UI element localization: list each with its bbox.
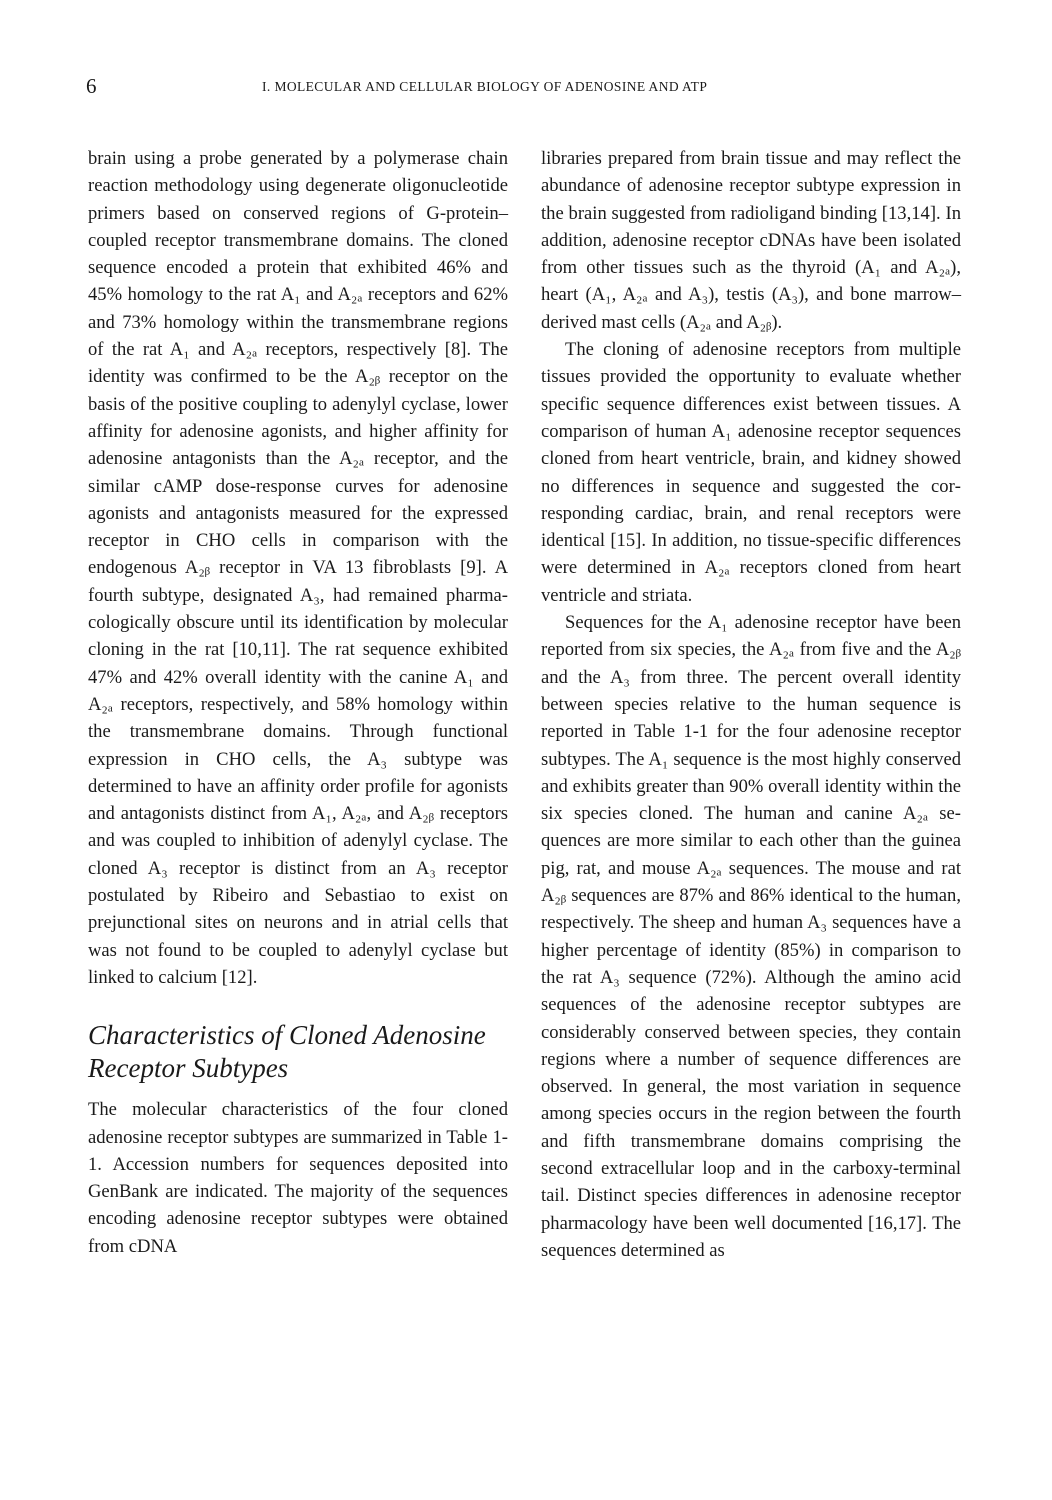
- right-column: [541, 145, 961, 1264]
- body-paragraph: brain using a probe generated by a polymerase chain reaction methodology using degenerate oligonucleotide primers based on conserved regions of G-protein–coupled receptor transmembrane domains. The cloned sequence encoded a protein that exhibited 46% and 45% homology to the rat A₁ and A₂ₐ receptors and 62% and 73% homology within the transmembrane regions of the rat A₁ and A₂ₐ receptors, respectively [8]. The identity was confirmed to be the A₂ᵦ receptor on the basis of the positive coupling to adenylyl cyclase, lower affinity for adenosine agonists, and higher affinity for adenosine antagonists than the A₂ₐ receptor, and the similar cAMP dose-response curves for adenosine agonists and antagonists measured for the expressed receptor in CHO cells in comparison with the endogenous A₂ᵦ receptor in VA 13 fibroblasts [9]. A fourth subtype, designated A₃, had remained pharmacologically obscure until its identification by molecular cloning in the rat [10,11]. The rat sequence exhibited 47% and 42% overall identity with the canine A₁ and A₂ₐ receptors, respectively, and 58% homology within the transmembrane domains. Through functional expression in CHO cells, the A₃ subtype was determined to have an affinity order profile for agonists and antagonists distinct from A₁, A₂ₐ, and A₂ᵦ receptors and was coupled to inhibition of adenylyl cyclase. The cloned A₃ receptor is distinct from an A₃ receptor postulated by Ribeiro and Sebastiao to exist on prejunctional sites on neurons and in atrial cells that was not found to be coupled to adenylyl cyclase but linked to calcium [12].: [88, 148, 508, 988]
- section-heading-line: Receptor Subtypes: [88, 1053, 289, 1084]
- body-paragraph: libraries prepared from brain tissue and may reflect the abundance of adenosine receptor subtype expression in the brain suggested from radioligand binding [13,14]. In addition, adenosine receptor cDNAs have been isolated from other tissues such as the thyroid (A₁ and A₂ₐ), heart (A₁, A₂ₐ and A₃), testis (A₃), and bone marrow–derived mast cells (A₂ₐ and A₂ᵦ).: [541, 148, 961, 333]
- page-header: [0, 74, 1052, 100]
- body-paragraph: Sequences for the A₁ adenosine receptor have been reported from six species, the A₂ₐ from five and the A₂ᵦ and the A₃ from three. The percent overall identity between species relative to the human sequence is reported in Table 1-1 for the four adenosine receptor subtypes. The A₁ sequence is the most highly conserved and exhibits greater than 90% overall identity within the six species cloned. The human and canine A₂ₐ sequences are more similar to each other than the guinea pig, rat, and mouse A₂ₐ sequences. The mouse and rat A₂ᵦ sequences are 87% and 86% identical to the human, respectively. The sheep and human A₃ sequences have a higher percentage of identity (85%) in comparison to the rat A₃ sequence (72%). Although the amino acid sequences of the adenosine receptor subtypes are considerably conserved between species, they contain regions where a number of sequence differences are observed. In general, the most variation in sequence among species occurs in the region between the fourth and fifth transmembrane domains comprising the second extracellular loop and in the carboxy-terminal tail. Distinct species differences in adenosine receptor pharmacology have been well documented [16,17]. The sequences determined as: [541, 612, 961, 1261]
- section-heading-line: Characteristics of Cloned Adenosine: [88, 1020, 486, 1051]
- left-column: [88, 145, 508, 1260]
- body-paragraph: The molecular characteristics of the four cloned adenosine receptor subtypes are summarized in Table 1-1. Accession numbers for sequences deposited into GenBank are indicated. The majority of the sequences encoding adenosine receptor subtypes were obtained from cDNA: [88, 1099, 508, 1257]
- body-paragraph: The cloning of adenosine receptors from multiple tissues provided the opportunity to evaluate whether specific sequence differences exist between tissues. A comparison of human A₁ adenosine receptor sequences cloned from heart ventricle, brain, and kidney showed no differences in sequence and suggested the corresponding cardiac, brain, and renal receptors were identical [15]. In addition, no tissue-specific differences were determined in A₂ₐ receptors cloned from heart ventricle and striata.: [541, 339, 961, 606]
- running-head: I. MOLECULAR AND CELLULAR BIOLOGY OF ADENOSINE AND ATP: [262, 79, 708, 94]
- section-heading: [88, 1019, 508, 1085]
- page-number: 6: [86, 74, 97, 98]
